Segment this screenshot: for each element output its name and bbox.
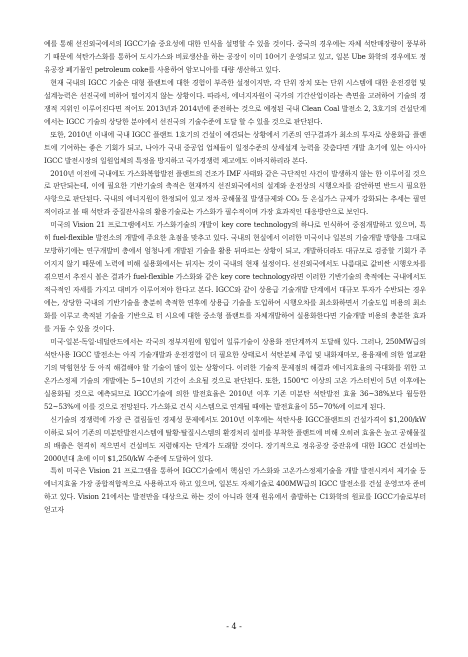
paragraph-8: 특히 미국은 Vision 21 프로그램을 통하여 IGCC기술에서 핵심인 가스화와 고온가스정제기술을 개발 발전시켜서 제기술 등 에너지효율 가장 종합적합적으로 사용하고자 하고 있으며, 일본도 자체기술로 400MW급의 IGCC 발전소를 건설 운영코자 준비하고 있다. Vision 21에서는 발전만을 대상으로 하는 것이 아니라 현재 원유에서 출발하는 C1화학의 원료를 IGCC기술로부터 얻고자	[44, 467, 426, 515]
body-text	[44, 38, 426, 517]
paragraph-5: 미국의 Vision 21 프로그램에서도 가스화기술의 개발이 key core technology의 하나로 인식하여 중점개발하고 있으며, 특히 fuel-flexible 발전소의 개발에 주요한 초점을 맞추고 있다. 국내의 현실에서 이러한 미국이나 일본의 기술개발 방향을 그대로 모방하기에는 연구개발비 층에서 엄청나게 개발된 기술을 활용 뒤따르는 상황이 되고, 개발하더라도 대규모로 검증할 기회가 주어지지 않기 때문에 노력에 비해 실용화에서는 뒤지는 것이 국내의 현재 설정이다. 선진외국에서도 나름대로 값비싼 시행오차를 겪으면서 추진시 볼은 결과가 fuel-flexible 가스화와 같은 key core technology라면 이러한 기반기술의 축적에는 국내에서도 적극적인 자세를 가지고 대비가 이루어져야 한다고 본다. IGCC와 같이 상용급 기술개발 단계에서 대규모 투자가 수반되는 경우에는, 상당한 국내의 기반기술을 충분히 축적한 연후에 상용급 기술을 도입하여 시행오차를 최소화하면서 기술도입 비용의 최소화를 이루고 축적된 기술을 기반으로 터 시요에 대한 중소형 플랜트를 자체개발하여 실용화한다면 기술개발 비용의 충분한 효과를 거둘 수 있을 것이다.	[44, 221, 426, 333]
paragraph-1: 예를 통해 선진외국에서의 IGCC기술 중요성에 대한 인식을 설명할 수 있을 것이다. 중국의 경우에는 자체 석탄매장량이 풍부하기 때문에 석탄가스화를 통하여 도시가스와 비료생산을 하는 공장이 이미 10여기 운영되고 있고, 일본 Ube 화학의 경우에도 정유공장 폐기물인 petroleum coke를 사용하여 암모니아를 대량 생산하고 있다.	[44, 40, 426, 74]
paragraph-6: 미국·일본·독일·네덜란드에서는 각국의 정부지원에 힘입어 일류기술이 상용화 전단계까지 도달해 있다. 그러나, 250MW급의 석탄사용 IGCC 발전소는 아직 기술개발과 운전경험이 더 필요한 상태로서 석탄분체 주입 및 내화재마모, 용융재에 의한 열교환기의 막힘현상 등 아직 해결해야 할 기술이 많이 있는 상황이다. 이러한 기술적 문제점의 해결과 에너지효율의 극대화를 위한 고온가스정제 기술의 개발에는 5~10년의 기간이 소요될 것으로 판단된다. 또한, 1500℃ 이상의 고온 가스터빈이 5년 이후에는 실용화될 것으로 예측되므로 IGCC기술에 의한 발전효율은 2010년 이후 기존 미분탄 석탄발전 효율 36~38%보다 월등한 52~53%에 이를 것으로 전망된다. 가스화로 건식 시스템으로 연계될 때에는 발전효율이 55~70%에 이르게 된다.	[44, 337, 426, 411]
paragraph-3: 또한, 2010년 이내에 국내 IGCC 플랜트 1호기의 건설이 예견되는 상황에서 기존의 연구결과가 최소의 투자로 상용화급 플랜트에 기여하는 좋은 기회가 되고, 나아가 국내 중공업 업체들이 일정수준의 상세설계 능력을 갖춤다면 개발 초기에 있는 아시아 IGCC 발전시장의 일원업체의 특정을 방지하고 국가경쟁력 제고에도 이바지하리라 본다.	[44, 130, 426, 165]
paragraph-2: 현재 국내의 IGCC 기술은 대형 플랜트에 대한 경험이 부족한 설정이지만, 각 단위 장치 또는 단위 시스템에 대한 운전경험 및 설계능력은 선진국에 비하여 떨어지지 않는 상황이다. 따라서, 에너지자원이 국가의 기간산업이라는 측면을 고려하여 기술의 경쟁적 지위인 이루어진다면 적어도 2013년과 2014년에 준전하는 것으로 예정된 국내 Clean Coal 발전소 2, 3호기의 건설단계에서는 IGCC 기술의 상당한 분야에서 선진국의 기술수준에 도달 할 수 있을 것으로 판단된다.	[44, 78, 426, 126]
paragraph-7: 신기술의 경쟁력에 가장 큰 결림돌인 경제성 문제에서도 2010년 이후에는 석탄사용 IGCC플랜트의 건설가격이 $1,200/kW이하로 되어 기존의 미분탄발전시스템에 탈황·탈질시스템의 환경처리 설비를 부착한 플랜트에 비해 오히려 효율은 높고 공해물질의 배출은 현격히 적으면서 건설비도 저렴해지는 단계가 도래할 것이다. 장기적으로 정유공장 중잔유에 대한 IGCC 건설비는 2000년대 초에 이미 $1,250/kW 수준에 도달하여 있다.	[44, 415, 426, 463]
page-number: - 4 -	[226, 622, 242, 631]
paragraph-4: 2010년 이전에 국내에도 가스화복합발전 플랜트의 건조가 IMF 사태와 같은 극단적인 사건이 발생하지 않는 한 이루어질 것으로 판단되는데, 이에 필요한 기반기술의 축적은 현재까지 선진외국에서의 설계와 운전상의 시행오차를 감안하면 반드시 필요한 사항으로 판단된다. 국내의 에너지원이 한정되어 있고 정차 공해물질 발생규제와 CO₂ 등 온실가스 규제가 강화되는 추세는 필연적이라고 볼 때 석탄과 중질잔사유의 활용기술로는 가스화가 필수적이며 가장 효과적인 대응방안으로 보인다.	[44, 169, 426, 217]
